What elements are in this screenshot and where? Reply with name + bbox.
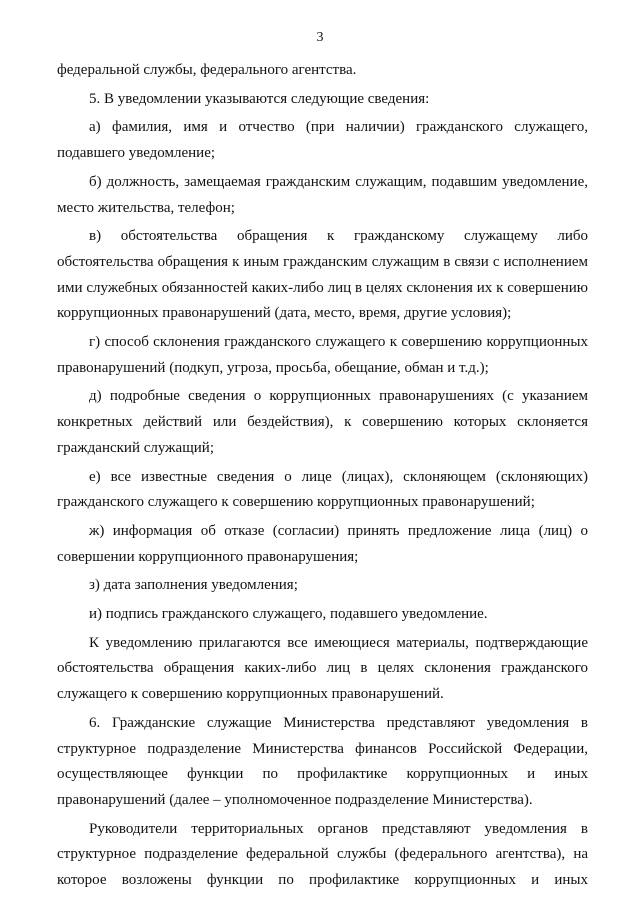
paragraph-item-6: 6. Гражданские служащие Министерства представляют уведомления в структурное подразделение Министерства финансов Российской Федерации, осуществляющее функции по профилактике коррупционных и иных правонарушений (далее – уполномоченное подразделение Министерства).	[57, 714, 588, 808]
paragraph-item-z: з) дата заполнения уведомления;	[89, 577, 298, 594]
paragraph-item-i: и) подпись гражданского служащего, подавшего уведомление.	[89, 606, 488, 623]
paragraph-territorial-heads: Руководители территориальных органов представляют уведомления в структурное подразделение федеральной службы (федерального агентства), на которое возложены функции по профилактике коррупционных и иных	[57, 820, 588, 889]
paragraph-item-g: г) способ склонения гражданского служащего к совершению коррупционных правонарушений (подкуп, угроза, просьба, обещание, обман и т.д.);	[57, 334, 588, 376]
paragraph-item-v: в) обстоятельства обращения к гражданскому служащему либо обстоятельства обращения к иным гражданским служащим в связи с исполнением ими служебных обязанностей каких-либо лиц в целях склонения их к совершению коррупционных правонарушений (дата, место, время, другие условия);	[57, 228, 588, 322]
page-number: 3	[316, 30, 324, 45]
paragraph-item-5: 5. В уведомлении указываются следующие сведения:	[89, 90, 430, 107]
paragraph-continuation: федеральной службы, федерального агентства.	[57, 62, 357, 78]
document-body	[57, 58, 588, 894]
paragraph-item-e: е) все известные сведения о лице (лицах), склоняющем (склоняющих) гражданского служащего к совершению коррупционных правонарушений;	[57, 468, 588, 511]
paragraph-item-d: д) подробные сведения о коррупционных правонарушениях (с указанием конкретных действий или бездействия), к совершению которых склоняется гражданский служащий;	[57, 388, 588, 456]
paragraph-attachments: К уведомлению прилагаются все имеющиеся материалы, подтверждающие обстоятельства обращения каких-либо лиц в целях склонения гражданского служащего к совершению коррупционных правонарушений.	[57, 634, 588, 703]
paragraph-item-b: б) должность, замещаемая гражданским служащим, подавшим уведомление, место жительства, телефон;	[57, 173, 588, 216]
paragraph-item-zh: ж) информация об отказе (согласии) принять предложение лица (лиц) о совершении коррупционного правонарушения;	[57, 522, 588, 565]
paragraph-item-a: а) фамилия, имя и отчество (при наличии) гражданского служащего, подавшего уведомление;	[57, 119, 588, 162]
